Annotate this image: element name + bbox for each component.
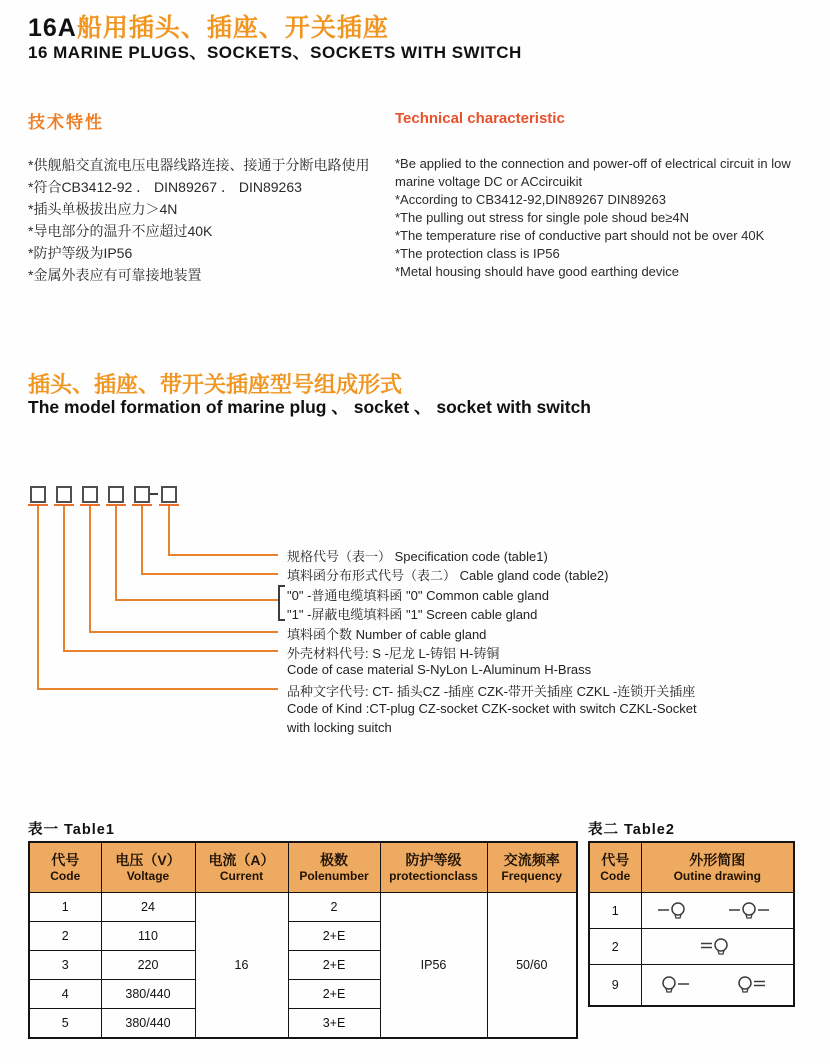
tech-item-en: *The protection class is IP56	[395, 246, 560, 261]
cell-frequency-merged: 50/60	[487, 893, 577, 1039]
cell-drawing	[641, 929, 794, 965]
cell-current-merged: 16	[195, 893, 288, 1039]
model-code-box-1	[30, 486, 46, 503]
cell-code: 1	[589, 893, 641, 929]
model-heading-en: The model formation of marine plug 、 socket 、 socket with switch	[28, 397, 591, 417]
model-heading-cn: 插头、插座、带开关插座型号组成形式	[28, 372, 403, 397]
table1-header-current: 电流（A） Current	[195, 842, 288, 893]
connector-box4	[115, 506, 117, 601]
model-code-box-2	[56, 486, 72, 503]
table2-header-row	[589, 842, 794, 893]
cell-pole: 2+E	[288, 922, 380, 951]
tech-item-cn: *金属外表应有可靠接地装置	[28, 267, 202, 283]
tech-item-en: *According to CB3412-92,DIN89267 DIN89263	[395, 192, 667, 207]
gland-dash-both-icon	[726, 900, 780, 922]
table2	[588, 841, 795, 1007]
cell-pole: 2	[288, 893, 380, 922]
table-row	[29, 893, 577, 922]
connector-box6	[168, 554, 278, 556]
cell-voltage: 380/440	[101, 980, 195, 1009]
table-row	[589, 965, 794, 1007]
model-code-box-3	[82, 486, 98, 503]
connector-box6	[168, 506, 170, 556]
label-gland-code: 填料函分布形式代号（表二） Cable gland code (table2)	[287, 568, 609, 583]
tech-list-en	[395, 155, 813, 281]
drawing-single	[642, 936, 794, 958]
cell-voltage: 220	[101, 951, 195, 980]
tech-item-en: *Metal housing should have good earthing device	[395, 264, 680, 279]
cell-code: 2	[29, 922, 101, 951]
connector-box3	[89, 506, 91, 633]
label-kind-en2: with locking suitch	[287, 720, 392, 735]
drawing-pair	[642, 900, 794, 922]
tech-item-en: *Be applied to the connection and power-off of electrical circuit in low marine voltage DC or ACcircuikit	[395, 156, 791, 189]
gland-double-dash-left-icon	[695, 936, 739, 958]
gland-dash-left-icon	[655, 900, 699, 922]
cell-protection-merged: IP56	[380, 893, 487, 1039]
tech-heading-en: Technical characteristic	[395, 110, 565, 127]
model-code-box-5	[134, 486, 150, 503]
tech-list-cn	[28, 154, 393, 286]
cell-voltage: 380/440	[101, 1009, 195, 1039]
tech-heading-cn: 技术特性	[28, 113, 104, 132]
label-gland-0: "0" -普通电缆填料函 "0" Common cable gland	[287, 588, 549, 603]
page-title-prefix: 16A	[28, 14, 77, 42]
model-code-box-6	[161, 486, 177, 503]
cell-drawing	[641, 965, 794, 1007]
table1-header-polenumber: 极数 Polenumber	[288, 842, 380, 893]
connector-box2	[63, 650, 278, 652]
tech-item-cn: *符合CB3412-92 ． DIN89267 ． DIN89263	[28, 179, 302, 195]
page-subtitle: 16 MARINE PLUGS、SOCKETS、SOCKETS WITH SWITCH	[28, 43, 522, 62]
table2-header-code: 代号 Code	[589, 842, 641, 893]
model-code-box-4	[108, 486, 124, 503]
label-case-cn: 外壳材料代号: S -尼龙 L-铸铝 H-铸铜	[287, 646, 500, 661]
cell-code: 1	[29, 893, 101, 922]
table1-header-code: 代号 Code	[29, 842, 101, 893]
connector-box4	[115, 599, 278, 601]
tech-item-cn: *防护等级为IP56	[28, 245, 133, 261]
connector-box1	[37, 506, 39, 690]
tech-item-cn: *导电部分的温升不应超过40K	[28, 223, 213, 239]
table2-header-drawing: 外形简图 Outine drawing	[641, 842, 794, 893]
gland-double-dash-right-icon	[733, 974, 777, 996]
page-title-chinese: 船用插头、插座、开关插座	[76, 14, 389, 42]
cell-code: 5	[29, 1009, 101, 1039]
bracket-glyph	[278, 585, 285, 621]
connector-box5	[141, 573, 278, 575]
gland-dash-right-icon	[657, 974, 701, 996]
table-row	[589, 929, 794, 965]
label-spec-code: 规格代号（表一） Specification code (table1)	[287, 549, 548, 564]
table2-caption: 表二 Table2	[588, 822, 675, 838]
cell-code: 4	[29, 980, 101, 1009]
table1-header-voltage: 电压（V） Voltage	[101, 842, 195, 893]
tech-item-cn: *插头单极拔出应力＞4N	[28, 201, 178, 217]
cell-pole: 2+E	[288, 980, 380, 1009]
cell-code: 2	[589, 929, 641, 965]
cell-drawing	[641, 893, 794, 929]
connector-box5	[141, 506, 143, 575]
table1-header-protection: 防护等级 protectionclass	[380, 842, 487, 893]
model-code-dash	[150, 493, 158, 495]
connector-box3	[89, 631, 278, 633]
table1	[28, 841, 578, 1039]
connector-box2	[63, 506, 65, 652]
cell-code: 3	[29, 951, 101, 980]
drawing-pair	[642, 974, 794, 996]
cell-pole: 3+E	[288, 1009, 380, 1039]
cell-voltage: 110	[101, 922, 195, 951]
label-kind-cn: 品种文字代号: CT- 插头CZ -插座 CZK-带开关插座 CZKL -连锁开关插座	[287, 684, 696, 699]
cell-code: 9	[589, 965, 641, 1007]
cell-voltage: 24	[101, 893, 195, 922]
table1-header-frequency: 交流频率 Frequency	[487, 842, 577, 893]
label-gland-count: 填料函个数 Number of cable gland	[287, 627, 487, 642]
tech-item-cn: *供舰船交直流电压电器线路连接、接通于分断电路使用	[28, 157, 370, 173]
tech-item-en: *The temperature rise of conductive part should not be over 40K	[395, 228, 765, 243]
table1-header-row	[29, 842, 577, 893]
label-case-en: Code of case material S-NyLon L-Aluminum H-Brass	[287, 662, 592, 677]
label-gland-1: "1" -屏蔽电缆填料函 "1" Screen cable gland	[287, 607, 538, 622]
tech-item-en: *The pulling out stress for single pole shoud be≥4N	[395, 210, 690, 225]
cell-pole: 2+E	[288, 951, 380, 980]
table1-caption: 表一 Table1	[28, 822, 115, 838]
connector-box1	[37, 688, 278, 690]
label-kind-en1: Code of Kind :CT-plug CZ-socket CZK-socket with switch CZKL-Socket	[287, 701, 697, 716]
table-row	[589, 893, 794, 929]
